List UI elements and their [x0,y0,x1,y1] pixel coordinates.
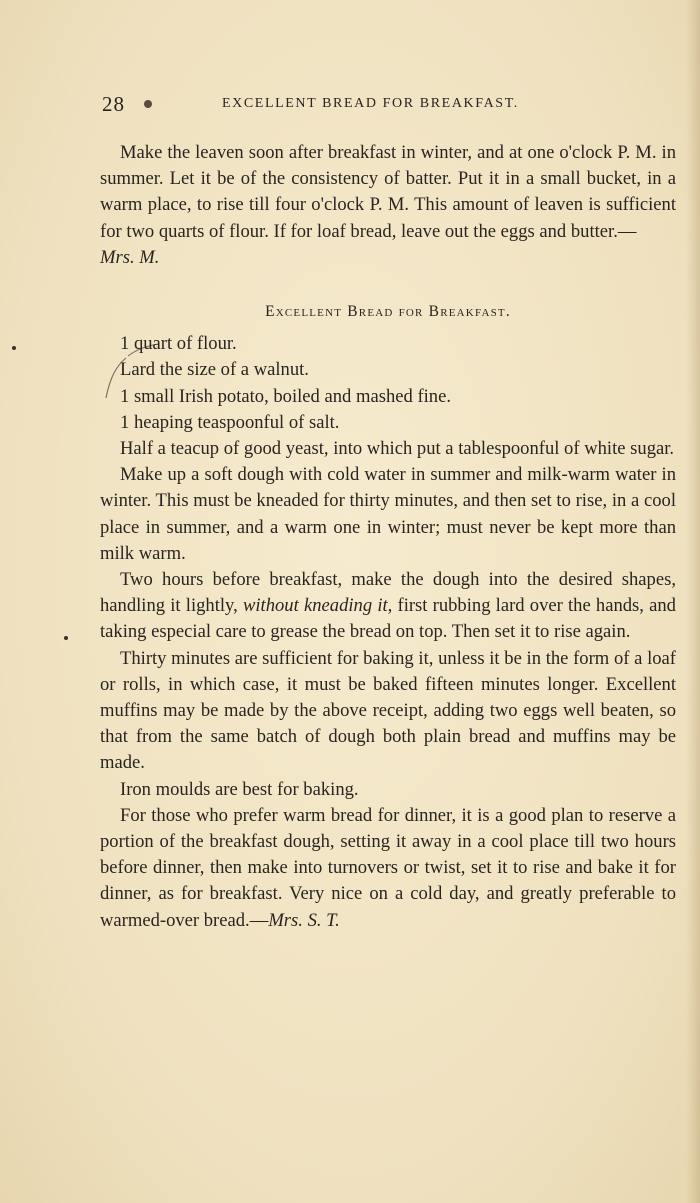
running-title: EXCELLENT BREAD FOR BREAKFAST. [222,96,519,111]
method-text: For those who prefer warm bread for dinner, it is a good plan to reserve a portion of the breakfast dough, setting it away in a cool place till two hours before dinner, then make into turnovers or twist, set it to rise and bake it for dinner, as for breakfast. Very nice on a cold day, and greatly preferable to warmed-over bread.— [100,804,676,931]
page-body [100,140,676,934]
method-text: Two hours before breakfast, make the dough into the desired shapes, handling it lightly, [100,569,676,617]
method-paragraph: Make up a soft dough with cold water in summer and milk-warm water in winter. This must be kneaded for thirty minutes, and then set to rise, in a cool place in summer, and a warm one in winter; must never be kept more than milk warm. [100,464,676,564]
ingredient-item: 1 heaping teaspoonful of salt. [120,411,340,433]
ink-speck [12,346,16,350]
ingredient-item: Half a teacup of good yeast, into which put a tablespoonful of white sugar. [120,438,675,460]
ingredient-list [100,331,676,462]
method-paragraph [100,803,676,934]
method-paragraph: Iron moulds are best for baking. [120,778,359,800]
method-text: first rubbing lard over the hands, and taking especial care to grease the bread on top. Then set it to rise again. [100,595,676,643]
ingredient-item: 1 quart of flour. [120,333,237,355]
intro-paragraph [100,140,676,271]
ink-speck [64,636,68,640]
method-paragraph: Thirty minutes are sufficient for baking it, unless it be in the form of a loaf or rolls, in which case, it must be baked fifteen minutes longer. Excellent muffins may be made by the above receipt, adding two eggs well beaten, so that from the same batch of dough both plain bread and muffins may be made. [100,647,676,774]
ingredient-item: Lard the size of a walnut. [120,359,309,381]
page-edge-shadow [686,0,700,1203]
page-header [102,92,572,118]
intro-text: Make the leaven soon after breakfast in winter, and at one o'clock P. M. in summer. Let it be of the consistency of batter. Put it in a small bucket, in a warm place, to rise till four o'clock P. M. This amount of leaven is sufficient for two quarts of flour. If for loaf bread, leave out the eggs and butter.— [100,142,676,242]
recipe-title: Excellent Bread for Breakfast. [265,303,511,321]
ink-dot [144,100,152,108]
method-paragraph [100,567,676,646]
emphasis-text: without kneading it, [242,595,393,617]
intro-signature: Mrs. M. [100,246,160,268]
ingredient-item: 1 small Irish potato, boiled and mashed fine. [120,385,452,407]
page-number: 28 [102,92,125,116]
recipe-signature: Mrs. S. T. [268,909,340,931]
